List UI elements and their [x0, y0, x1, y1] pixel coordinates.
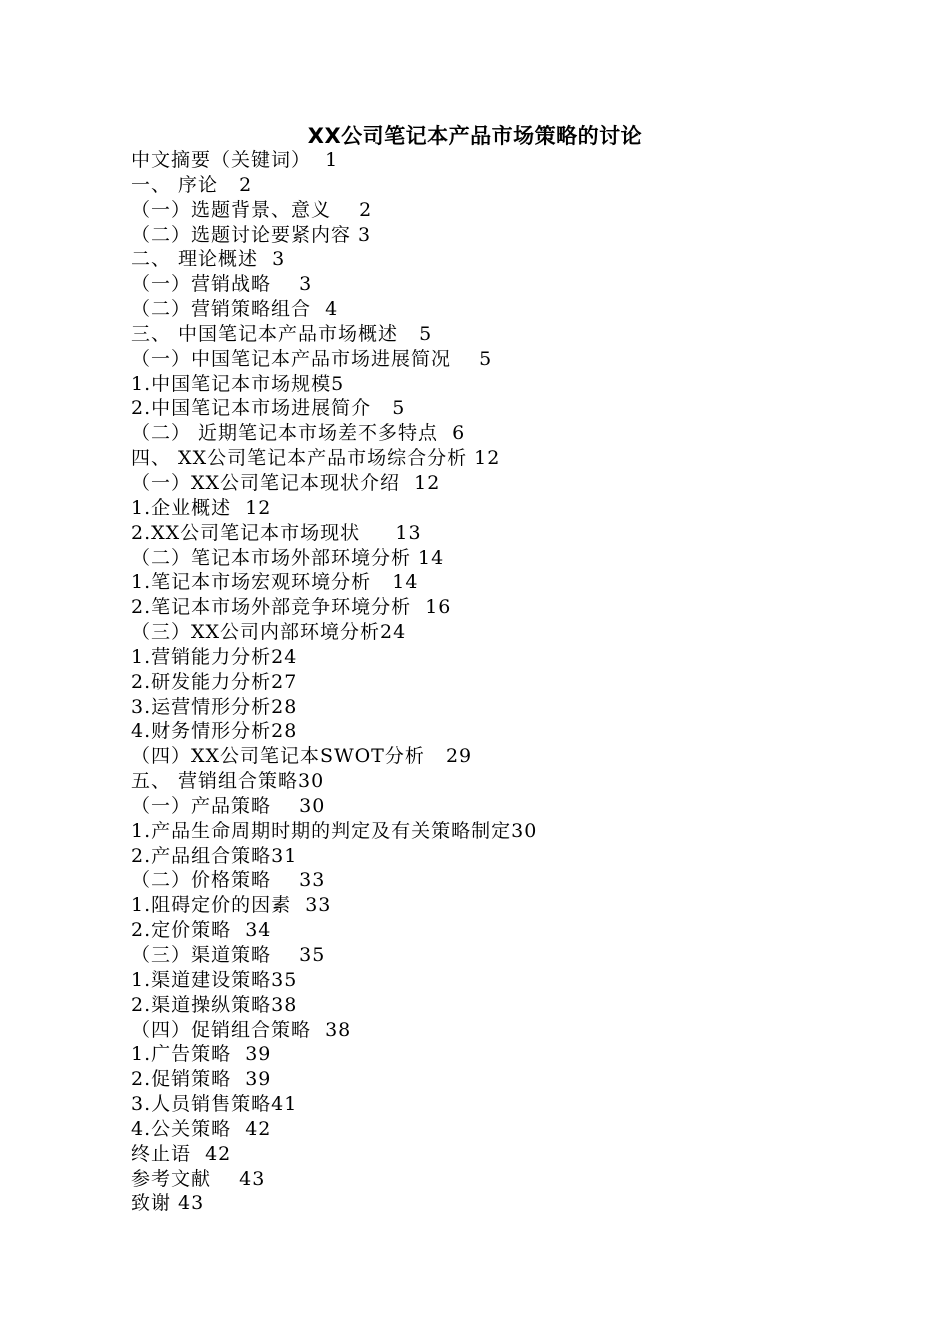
toc-entry: 2.定价策略 34: [131, 919, 272, 942]
toc-entry: 3.人员销售策略41: [131, 1093, 298, 1116]
toc-entry: （一）产品策略 30: [131, 794, 326, 817]
toc-entry: 1.企业概述 12: [131, 496, 272, 519]
toc-entry: 五、 营销组合策略30: [131, 770, 325, 793]
toc-entry: （三）渠道策略 35: [131, 944, 326, 966]
toc-entry: 2.中国笔记本市场进展简介 5: [131, 397, 406, 420]
toc-entry: 一、 序论 2: [131, 173, 253, 196]
toc-entry: （四）促销组合策略 38: [131, 1018, 352, 1041]
toc-entry: 终止语 42: [131, 1142, 232, 1165]
toc-entry: 三、 中国笔记本产品市场概述 5: [131, 322, 433, 345]
toc-entry: 四、 XX公司笔记本产品市场综合分析 12: [131, 447, 501, 470]
toc-entry: 2.研发能力分析27: [131, 670, 298, 693]
toc-entry: （二）选题讨论要紧内容 3: [131, 223, 372, 246]
toc-entry: （二）营销策略组合 4: [131, 298, 339, 321]
toc-entry: 1.阻碍定价的因素 33: [131, 894, 332, 917]
toc-entry: 2.XX公司笔记本市场现状 13: [131, 521, 422, 544]
toc-entry: 1.中国笔记本市场规模5: [131, 372, 345, 395]
toc-entry: 二、 理论概述 3: [131, 248, 286, 271]
toc-entry: （四）XX公司笔记本SWOT分析 29: [131, 745, 473, 768]
toc-entry: 2.促销策略 39: [131, 1068, 272, 1091]
toc-entry: 中文摘要（关键词） 1: [131, 149, 339, 171]
toc-entry: 2.笔记本市场外部竞争环境分析 16: [131, 596, 452, 619]
toc-entry: 4.公关策略 42: [131, 1117, 272, 1140]
toc-entry: 3.运营情形分析28: [131, 695, 298, 718]
toc-entry: （一）营销战略 3: [131, 273, 313, 296]
toc-entry: （二） 近期笔记本市场差不多特点 6: [131, 422, 466, 445]
toc-entry: 1.渠道建设策略35: [131, 968, 298, 991]
toc-entry: （三）XX公司内部环境分析24: [131, 621, 407, 644]
toc-entry: （一）中国笔记本产品市场进展简况 5: [131, 347, 493, 370]
toc-entry: 参考文献 43: [131, 1167, 266, 1190]
toc-entry: 2.产品组合策略31: [131, 844, 298, 867]
toc-entry: 1.广告策略 39: [131, 1043, 272, 1066]
toc-entry: 致谢 43: [131, 1192, 205, 1215]
toc-entry: （一）XX公司笔记本现状介绍 12: [131, 471, 441, 494]
table-of-contents: [131, 148, 891, 1216]
toc-entry: 1.产品生命周期时期的判定及有关策略制定30: [131, 819, 538, 842]
toc-entry: （二）笔记本市场外部环境分析 14: [131, 546, 445, 569]
toc-entry: （二）价格策略 33: [131, 869, 326, 892]
toc-entry: （一）选题背景、意义 2: [131, 198, 373, 221]
toc-entry: 1.营销能力分析24: [131, 645, 298, 668]
toc-entry: 4.财务情形分析28: [131, 720, 298, 743]
toc-entry: 2.渠道操纵策略38: [131, 993, 298, 1016]
toc-entry: 1.笔记本市场宏观环境分析 14: [131, 571, 419, 594]
document-title: XX公司笔记本产品市场策略的讨论: [307, 124, 643, 148]
